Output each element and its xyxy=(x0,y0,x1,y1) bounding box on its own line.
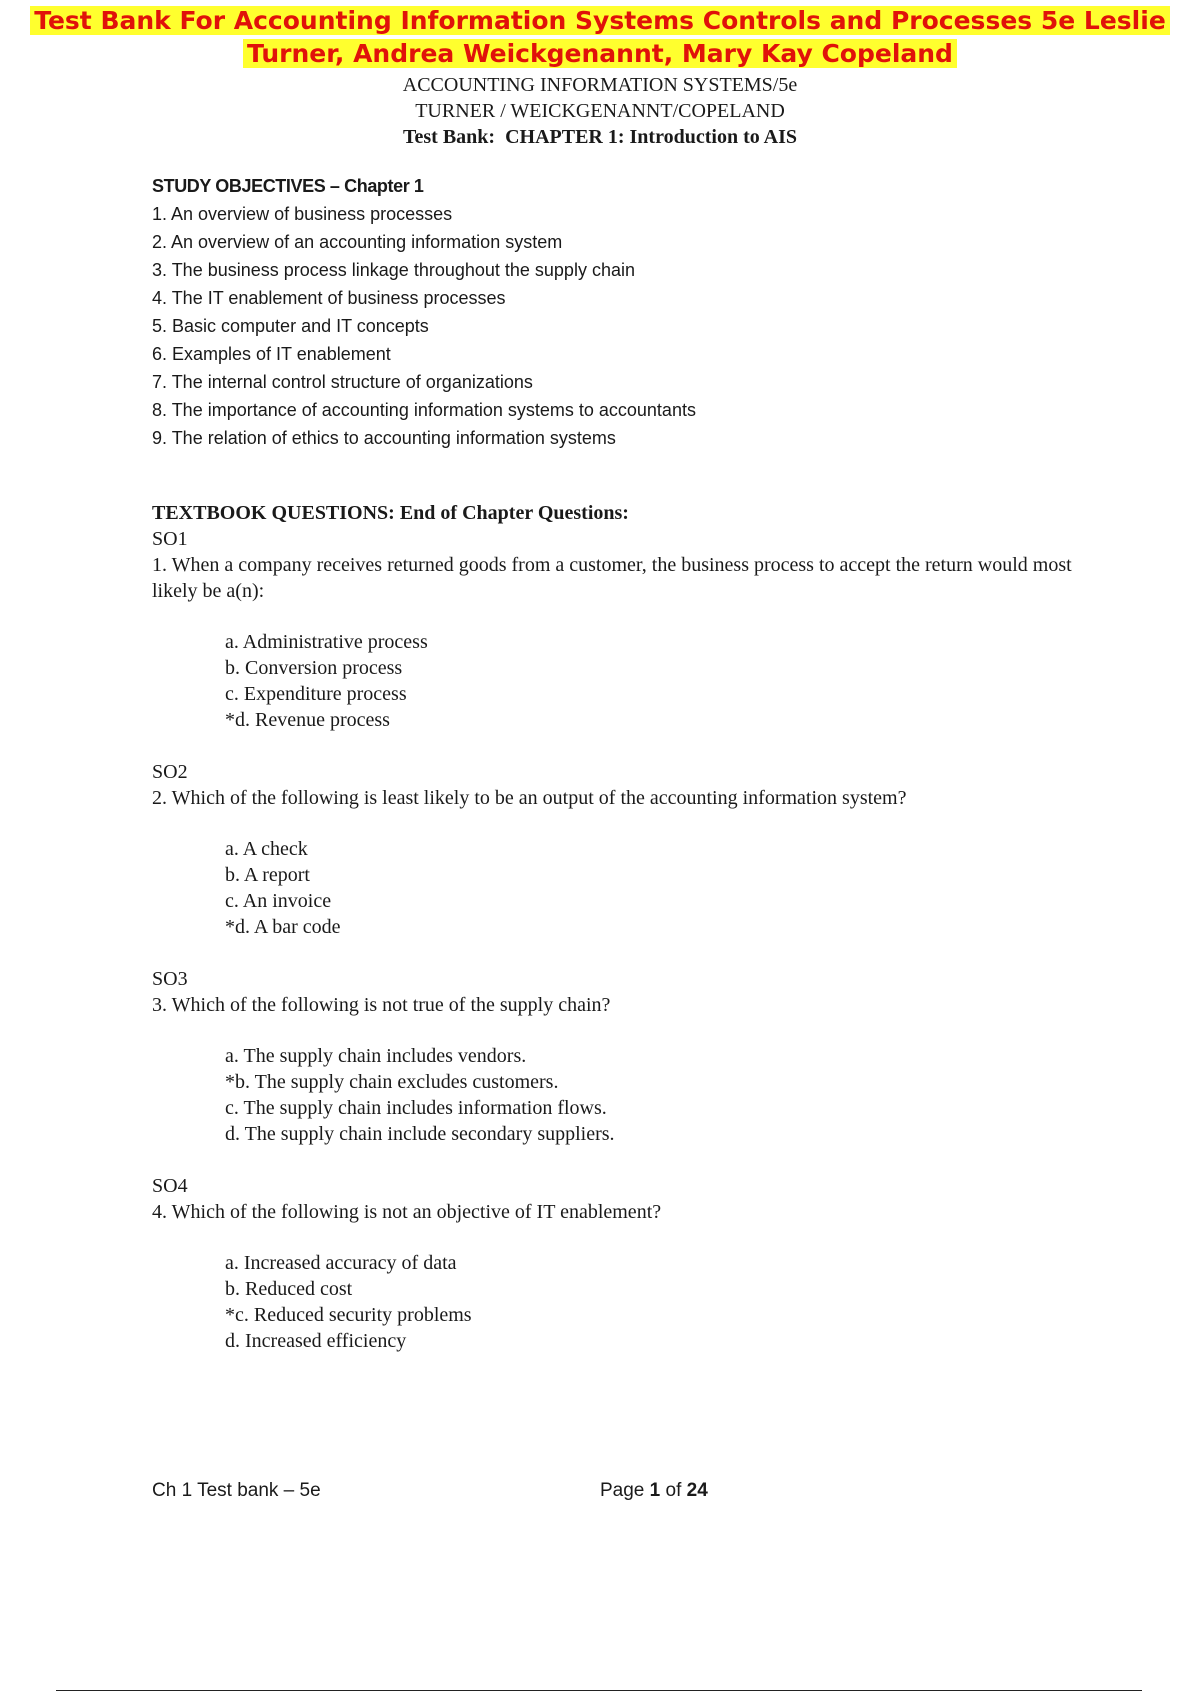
objective-item: 1. An overview of business processes xyxy=(152,204,453,224)
objective-item: 4. The IT enablement of business processes xyxy=(152,288,506,308)
book-header xyxy=(0,72,1200,150)
study-objective-tag: SO3 xyxy=(152,968,188,990)
answer-choice: d. The supply chain include secondary suppliers. xyxy=(225,1123,615,1145)
study-objectives xyxy=(152,172,696,452)
page-total: 24 xyxy=(686,1480,708,1501)
answer-choice-correct: *b. The supply chain excludes customers. xyxy=(225,1071,559,1093)
question-block xyxy=(152,759,1092,940)
test-bank-label: Test Bank: xyxy=(403,126,496,148)
question-stem: 1. When a company receives returned goods from a customer, the business process to accept the return would most likely be a(n): xyxy=(152,554,1072,602)
answer-choice: b. Conversion process xyxy=(225,657,403,679)
answer-choices xyxy=(225,629,1092,733)
answer-choice-correct: *c. Reduced security problems xyxy=(225,1304,472,1326)
answer-choice: c. The supply chain includes information flows. xyxy=(225,1097,607,1119)
study-objective-tag: SO1 xyxy=(152,528,188,550)
objective-item: 8. The importance of accounting information systems to accountants xyxy=(152,400,696,420)
answer-choice: c. Expenditure process xyxy=(225,683,407,705)
banner-title xyxy=(0,4,1200,70)
banner-line-1: Test Bank For Accounting Information Systems Controls and Processes 5e Leslie xyxy=(30,6,1170,35)
footer-page-number xyxy=(600,1480,708,1502)
page-of-word: of xyxy=(665,1480,682,1501)
answer-choices xyxy=(225,836,1092,940)
answer-choice: a. Administrative process xyxy=(225,631,428,653)
footer-chapter-label: Ch 1 Test bank – 5e xyxy=(152,1480,321,1501)
banner-line-2: Turner, Andrea Weickgenannt, Mary Kay Copeland xyxy=(243,39,957,68)
question-stem: 2. Which of the following is least likely to be an output of the accounting information system? xyxy=(152,787,907,809)
question-stem: 4. Which of the following is not an objective of IT enablement? xyxy=(152,1201,662,1223)
study-objectives-title: STUDY OBJECTIVES – Chapter 1 xyxy=(152,176,424,196)
objective-item: 3. The business process linkage throughout the supply chain xyxy=(152,260,635,280)
question-stem: 3. Which of the following is not true of the supply chain? xyxy=(152,994,611,1016)
study-objective-tag: SO4 xyxy=(152,1175,188,1197)
objective-item: 7. The internal control structure of organizations xyxy=(152,372,533,392)
answer-choice: c. An invoice xyxy=(225,890,332,912)
page-word: Page xyxy=(600,1480,645,1501)
objective-item: 2. An overview of an accounting information system xyxy=(152,232,563,252)
book-authors: TURNER / WEICKGENANNT/COPELAND xyxy=(415,100,785,122)
answer-choice: a. The supply chain includes vendors. xyxy=(225,1045,527,1067)
answer-choice: a. A check xyxy=(225,838,308,860)
book-title: ACCOUNTING INFORMATION SYSTEMS/5e xyxy=(402,74,798,96)
study-objectives-list xyxy=(152,200,696,452)
answer-choice: b. A report xyxy=(225,864,310,886)
question-block xyxy=(152,1173,1092,1354)
study-objective-tag: SO2 xyxy=(152,761,188,783)
objective-item: 9. The relation of ethics to accounting information systems xyxy=(152,428,616,448)
answer-choices xyxy=(225,1250,1092,1354)
answer-choice-correct: *d. Revenue process xyxy=(225,709,390,731)
objective-item: 5. Basic computer and IT concepts xyxy=(152,316,429,336)
answer-choice-correct: *d. A bar code xyxy=(225,916,341,938)
objective-item: 6. Examples of IT enablement xyxy=(152,344,391,364)
question-block xyxy=(152,966,1092,1147)
chapter-heading xyxy=(0,124,1200,150)
textbook-questions xyxy=(152,500,1092,1354)
answer-choice: a. Increased accuracy of data xyxy=(225,1252,457,1274)
textbook-questions-title: TEXTBOOK QUESTIONS: End of Chapter Questions: xyxy=(152,502,629,524)
answer-choices xyxy=(225,1043,1092,1147)
bottom-divider xyxy=(56,1690,1142,1691)
chapter-title: CHAPTER 1: Introduction to AIS xyxy=(505,126,797,148)
answer-choice: b. Reduced cost xyxy=(225,1278,353,1300)
question-block xyxy=(152,526,1092,733)
page-current: 1 xyxy=(649,1480,661,1501)
answer-choice: d. Increased efficiency xyxy=(225,1330,407,1352)
